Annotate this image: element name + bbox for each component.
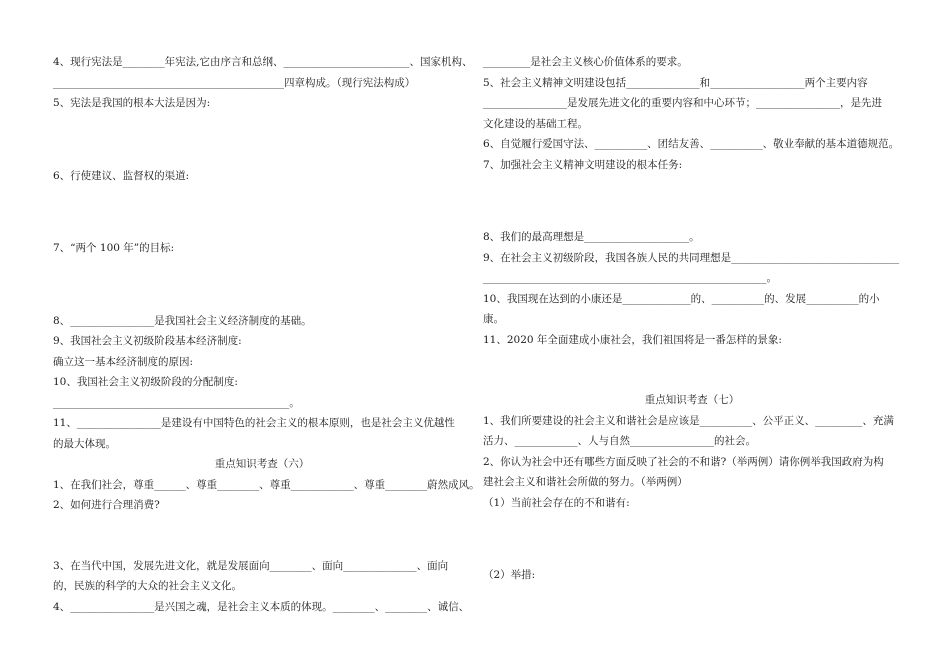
section-title-six: 重点知识考查（六） bbox=[214, 458, 310, 470]
question-10-line-2: 康。 bbox=[483, 313, 504, 325]
question-7: 7、“两个 100 年”的目标: bbox=[53, 242, 175, 254]
s7-question-2-part-1: （1）当前社会存在的不和谐有: bbox=[483, 496, 630, 509]
question-9-reason: 确立这一基本经济制度的原因: bbox=[53, 355, 194, 368]
question-8: 8、我们的最高理想是____________________。 bbox=[483, 231, 700, 243]
right-column bbox=[483, 52, 901, 586]
s7-question-2-line-1: 2、你认为社会中还有哪些方面反映了社会的不和谐?（举两例）请你例举我国政府为构 bbox=[483, 455, 884, 468]
question-9-line-2: ______________________________________________________。 bbox=[483, 272, 777, 284]
s7-question-1-line-2: 活力、____________、人与自然________________的社会。 bbox=[483, 435, 756, 447]
section-title-seven: 重点知识考查（七） bbox=[644, 394, 740, 406]
s6-question-2: 2、如何进行合理消费? bbox=[53, 499, 160, 511]
question-6: 6、行使建议、监督权的渠道: bbox=[53, 169, 190, 182]
question-5-line-1: 5、社会主义精神文明建设包括______________和__________________两个主要内容 bbox=[483, 76, 868, 89]
continuation-line: _________是社会主义核心价值体系的要求。 bbox=[483, 56, 688, 68]
s7-question-1-line-1: 1、我们所要建设的社会主义和谐社会是应该是__________、公平正义、_________、充满 bbox=[483, 414, 894, 427]
question-11: 11、2020 年全面建成小康社会，我们祖国将是一番怎样的景象: bbox=[483, 333, 782, 346]
question-10: 10、我国社会主义初级阶段的分配制度: bbox=[53, 376, 238, 388]
s6-question-1: 1、在我们社会，尊重______、尊重________、尊重____________、尊重________蔚然成风。 bbox=[53, 478, 480, 491]
question-11-line-1: 11、________________是建设有中国特色的社会主义的根本原则，也是社会主义优越性 bbox=[53, 417, 455, 429]
s6-question-3-line-2: 的，民族的科学的大众的社会主义文化。 bbox=[53, 580, 242, 592]
s7-question-2-part-2: （2）举措: bbox=[483, 569, 536, 581]
question-5-line-3: 文化建设的基础工程。 bbox=[483, 117, 588, 130]
question-8: 8、________________是我国社会主义经济制度的基础。 bbox=[53, 314, 312, 327]
question-9: 9、我国社会主义初级阶段基本经济制度: bbox=[53, 335, 242, 347]
question-5-line-2: ________________是发展先进文化的重要内容和中心环节；________________，是先进 bbox=[483, 97, 882, 109]
question-5: 5、宪法是我国的根本大法是因为: bbox=[53, 97, 211, 109]
left-column bbox=[53, 52, 480, 617]
question-7: 7、加强社会主义精神文明建设的根本任务: bbox=[483, 158, 683, 171]
question-9-line-1: 9、在社会主义初级阶段，我国各族人民的共同理想是________________________________ bbox=[483, 251, 900, 264]
s6-question-3-line-1: 3、在当代中国，发展先进文化，就是发展面向________、面向______________、面向 bbox=[53, 559, 449, 572]
question-4-line-1: 4、现行宪法是________年宪法,它由序言和总纲、________________________、国家机构、 bbox=[53, 56, 473, 68]
question-11-line-2: 的最大体现。 bbox=[53, 437, 116, 450]
s7-question-2-line-2: 建社会主义和谐社会所做的努力。（举两例） bbox=[483, 476, 688, 488]
question-10-blank: _____________________________________________。 bbox=[53, 396, 300, 409]
s6-question-4: 4、________________是兴国之魂，是社会主义本质的体现。________、________、诚信、 bbox=[53, 600, 470, 613]
question-4-line-2: ____________________________________________四章构成。（现行宪法构成） bbox=[53, 76, 416, 89]
question-6: 6、自觉履行爱国守法、__________、团结友善、__________、敬业奉献的基本道德规范。 bbox=[483, 138, 900, 150]
question-10-line-1: 10、我国现在达到的小康还是_____________的、__________的、发展__________的小 bbox=[483, 292, 880, 305]
